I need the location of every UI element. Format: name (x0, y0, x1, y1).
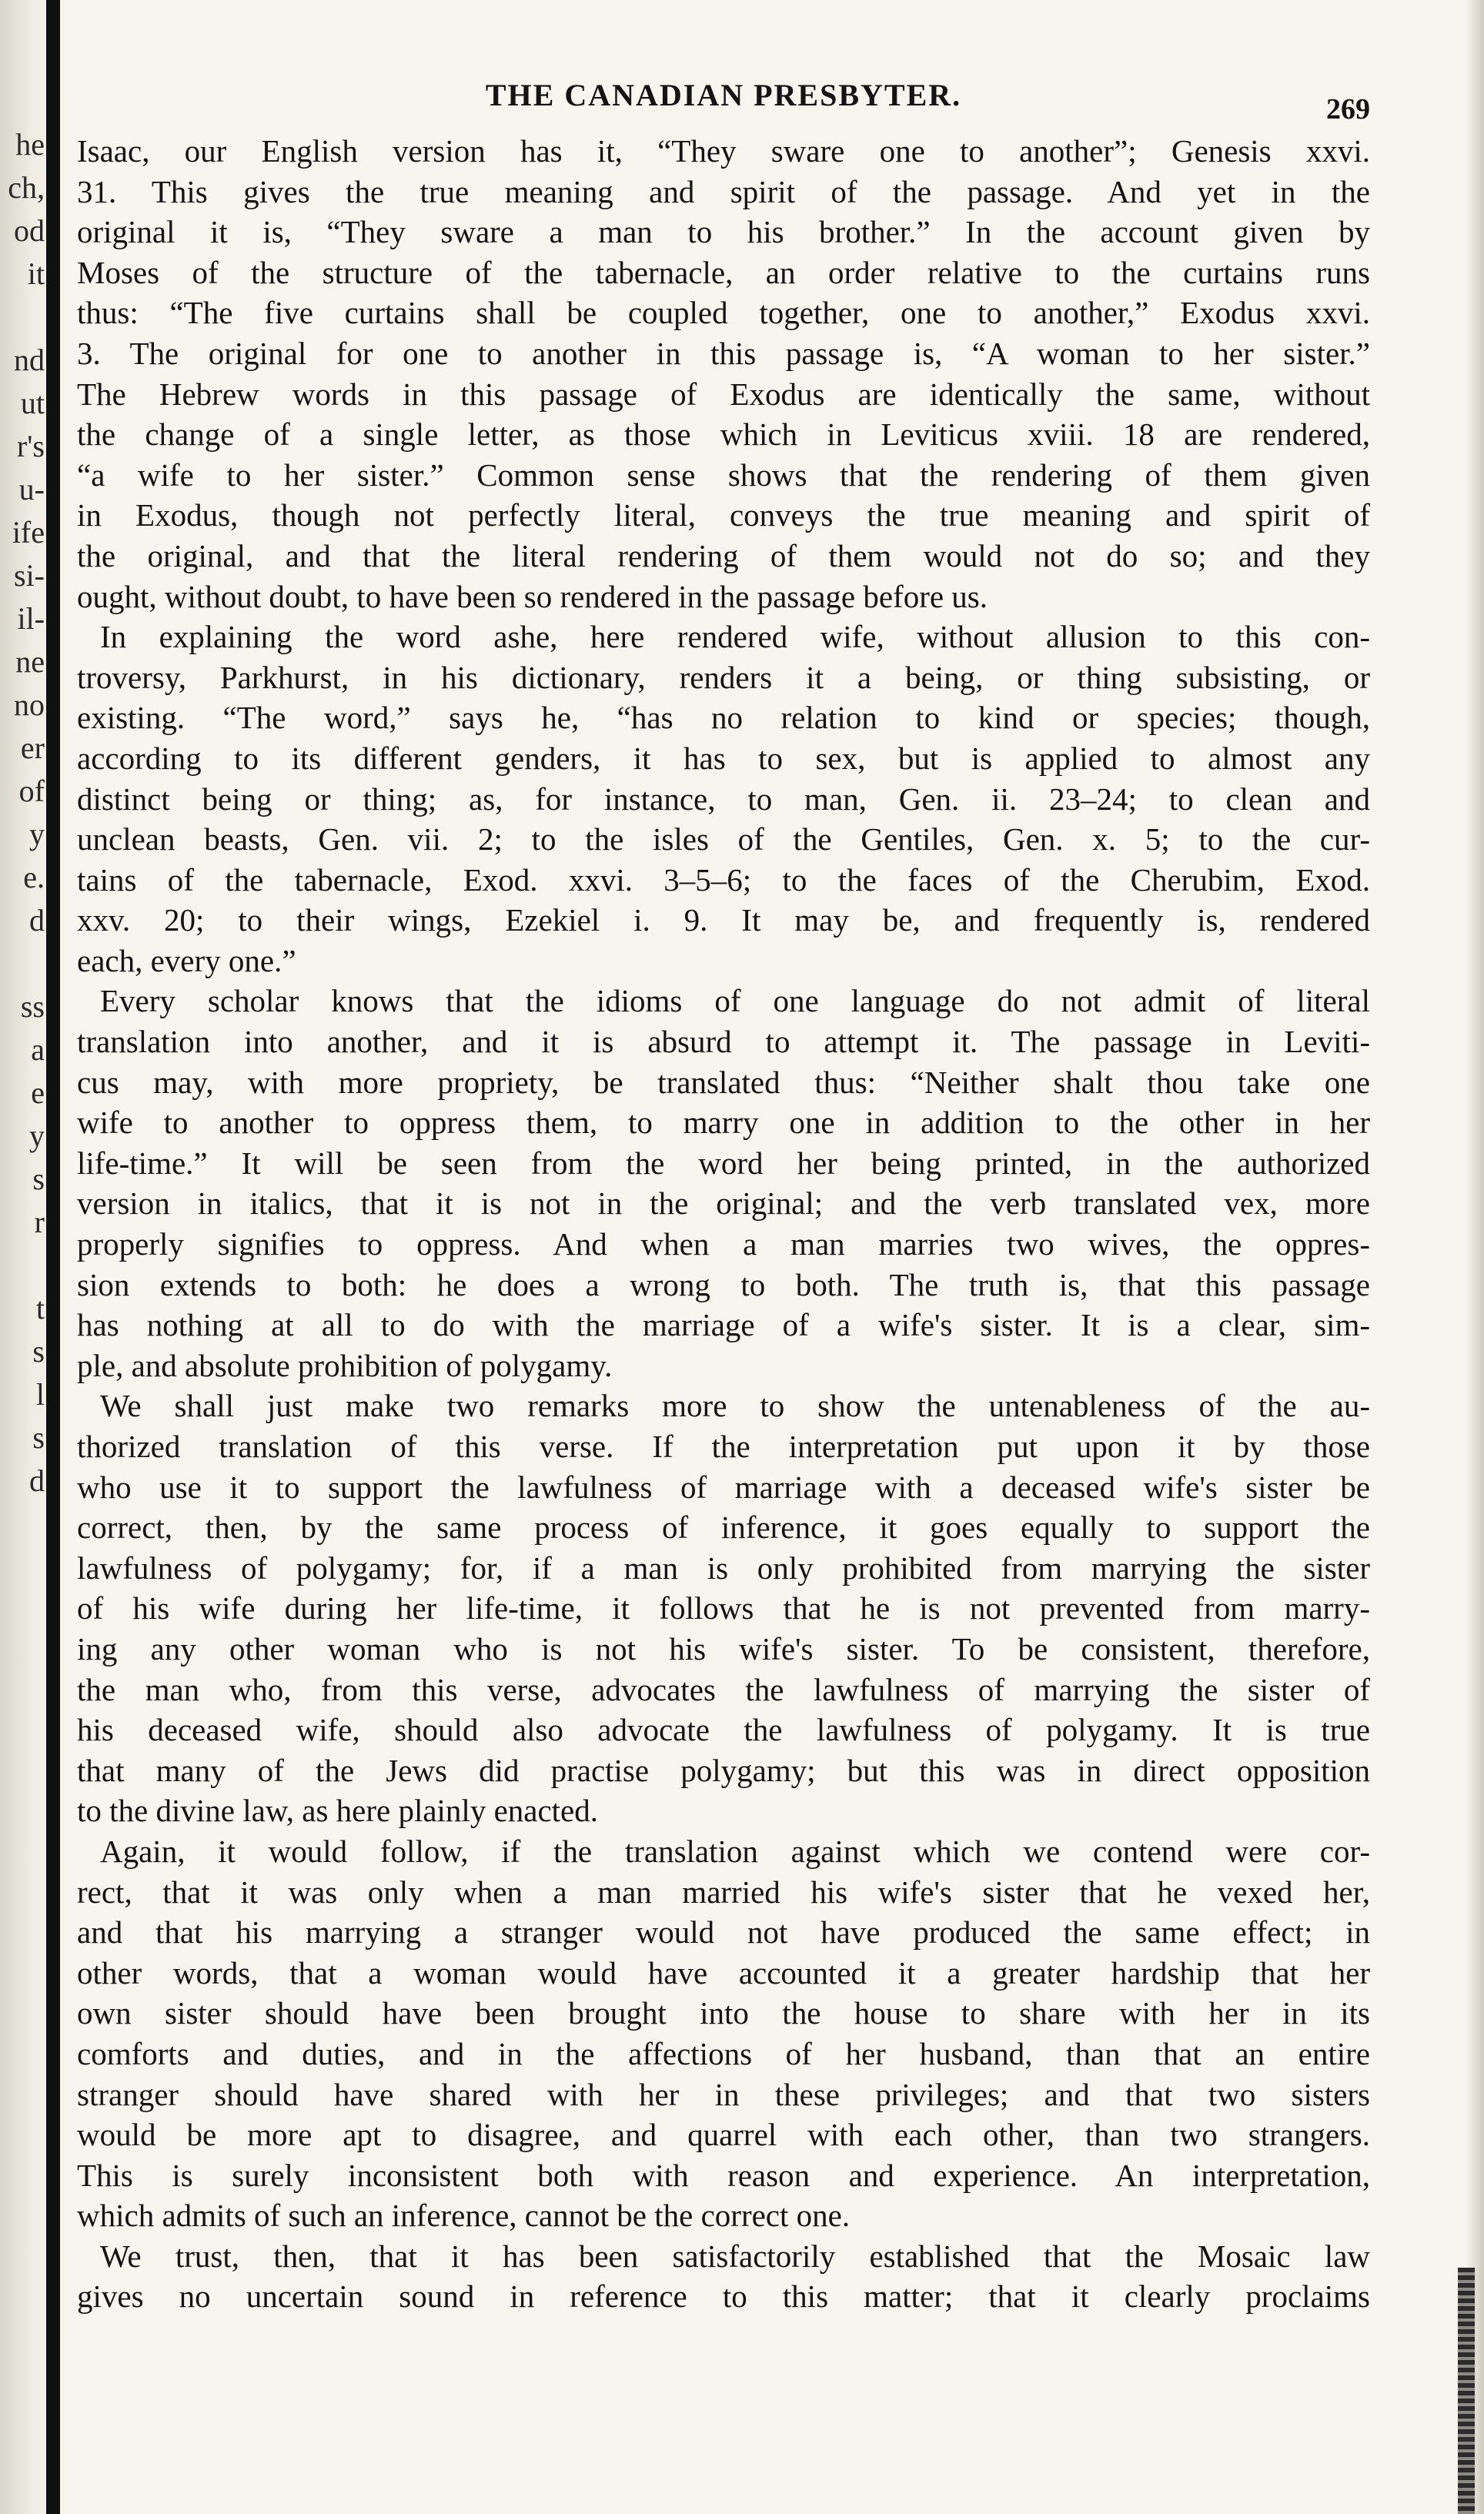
previous-page-margin-text (0, 123, 45, 1503)
text-line: existing. “The word,” says he, “has no relation to kind or species; though, (77, 700, 1370, 736)
text-line: 3. The original for one to another in this passage is, “A woman to her sister.” (77, 335, 1370, 371)
margin-fragment (0, 296, 45, 339)
margin-fragment (0, 942, 45, 985)
running-title: THE CANADIAN PRESBYTER. (485, 78, 962, 112)
margin-fragment: l (35, 1377, 45, 1412)
text-line: Every scholar knows that the idioms of one language do not admit of literal (100, 983, 1370, 1019)
body-text (77, 131, 1370, 2317)
text-line: stranger should have shared with her in these privileges; and that two sisters (77, 2076, 1370, 2112)
margin-fragment: ss (20, 989, 45, 1024)
text-line: his deceased wife, should also advocate the lawfulness of polygamy. It is true (77, 1712, 1370, 1748)
margin-fragment: od (14, 213, 45, 248)
text-line: the change of a single letter, as those which in Leviticus xviii. 18 are rendered, (77, 416, 1370, 453)
margin-fragment: u- (18, 472, 45, 506)
margin-fragment: no (14, 687, 45, 722)
text-line: “a wife to her sister.” Common sense shows that the rendering of them given (77, 456, 1370, 493)
margin-fragment: ch, (8, 170, 45, 205)
margin-fragment: y (29, 1118, 45, 1153)
page-edge-stack (1458, 2268, 1475, 2514)
page-edge (1466, 0, 1484, 2514)
margin-fragment: r (34, 1205, 45, 1239)
margin-fragment (0, 1244, 45, 1287)
text-line: would be more apt to disagree, and quarrel with each other, than two strangers. (77, 2117, 1370, 2153)
text-line: ing any other woman who is not his wife's sister. To be consistent, therefore, (77, 1630, 1370, 1667)
text-line: original it is, “They sware a man to his brother.” In the account given by (77, 214, 1370, 250)
margin-fragment: ife (12, 515, 45, 550)
text-line: properly signifies to oppress. And when a man marries two wives, the oppres- (77, 1226, 1370, 1262)
text-line: life-time.” It will be seen from the word her being printed, in the authorized (77, 1145, 1370, 1181)
margin-fragment: er (20, 730, 45, 765)
margin-fragment: of (18, 774, 45, 808)
text-line: In explaining the word ashe, here rendered wife, without allusion to this con- (100, 619, 1370, 655)
text-line: own sister should have been brought into the house to share with her in its (77, 1995, 1370, 2031)
text-line: other words, that a woman would have accounted it a greater hardship that her (77, 1954, 1370, 1991)
text-line: comforts and duties, and in the affections of her husband, than that an entire (77, 2035, 1370, 2071)
text-line: ought, without doubt, to have been so rendered in the passage before us. (77, 578, 988, 614)
text-line: correct, then, by the same process of inference, it goes equally to support the (77, 1509, 1370, 1546)
text-line: We trust, then, that it has been satisfactorily established that the Mosaic law (100, 2238, 1370, 2274)
text-line: Moses of the structure of the tabernacle, an order relative to the curtains runs (77, 254, 1370, 290)
margin-fragment: s (32, 1420, 45, 1455)
margin-fragment: ne (15, 644, 45, 679)
margin-fragment: e (31, 1075, 45, 1110)
text-line: unclean beasts, Gen. vii. 2; to the isles of the Gentiles, Gen. x. 5; to the cur- (77, 821, 1370, 858)
text-line: rect, that it was only when a man married his wife's sister that he vexed her, (77, 1874, 1370, 1910)
text-line: who use it to support the lawfulness of marriage with a deceased wife's sister be (77, 1469, 1370, 1505)
page (77, 62, 1370, 2317)
text-line: gives no uncertain sound in reference to this matter; that it clearly proclaims (77, 2278, 1370, 2315)
text-line: We shall just make two remarks more to show the untenableness of the au- (100, 1388, 1370, 1424)
margin-fragment: e. (23, 860, 45, 894)
text-line: version in italics, that it is not in the original; and the verb translated vex, more (77, 1185, 1370, 1222)
margin-fragment: d (29, 903, 45, 938)
text-line: The Hebrew words in this passage of Exodus are identically the same, without (77, 376, 1370, 412)
text-line: ple, and absolute prohibition of polygamy. (77, 1347, 613, 1383)
text-line: cus may, with more propriety, be translated thus: “Neither shalt thou take one (77, 1064, 1370, 1100)
text-line: Isaac, our English version has it, “They sware one to another”; Genesis xxvi. (77, 133, 1370, 169)
page-number: 269 (1326, 93, 1370, 125)
text-line: each, every one.” (77, 942, 296, 978)
text-line: tains of the tabernacle, Exod. xxvi. 3–5–6; to the faces of the Cherubim, Exod. (77, 861, 1370, 898)
margin-fragment: y (29, 817, 45, 851)
text-line: according to its different genders, it has to sex, but is applied to almost any (77, 740, 1370, 776)
text-line: the man who, from this verse, advocates the lawfulness of marrying the sister of (77, 1671, 1370, 1707)
margin-fragment: il- (17, 601, 45, 636)
text-line: distinct being or thing; as, for instance, to man, Gen. ii. 23–24; to clean and (77, 781, 1370, 817)
binding-rule (46, 0, 60, 2514)
margin-fragment: a (31, 1032, 45, 1067)
text-line: 31. This gives the true meaning and spirit of the passage. And yet in the (77, 173, 1370, 209)
running-head (77, 62, 1370, 131)
text-line: the original, and that the literal rendering of them would not do so; and they (77, 537, 1370, 573)
text-line: to the divine law, as here plainly enacted. (77, 1793, 599, 1829)
text-line: thorized translation of this verse. If the interpretation put upon it by those (77, 1429, 1370, 1464)
margin-fragment: d (29, 1463, 45, 1498)
text-line: of his wife during her life-time, it follows that he is not prevented from marry- (77, 1590, 1370, 1626)
margin-fragment: si- (14, 558, 45, 593)
margin-fragment: s (32, 1162, 45, 1196)
text-line: This is surely inconsistent both with reason and experience. An interpretation, (77, 2157, 1370, 2193)
text-line: in Exodus, though not perfectly literal, conveys the true meaning and spirit of (77, 497, 1370, 533)
text-line: Again, it would follow, if the translation against which we contend were cor- (100, 1833, 1370, 1869)
text-line: thus: “The five curtains shall be coupled together, one to another,” Exodus xxvi. (77, 295, 1370, 331)
text-line: that many of the Jews did practise polygamy; but this was in direct opposition (77, 1752, 1370, 1788)
text-line: has nothing at all to do with the marriage of a wife's sister. It is a clear, sim- (77, 1307, 1370, 1343)
margin-fragment: s (32, 1334, 45, 1369)
text-line: which admits of such an inference, cannot be the correct one. (77, 2198, 851, 2234)
margin-fragment: he (15, 127, 45, 162)
margin-fragment: ut (20, 386, 45, 420)
text-line: troversy, Parkhurst, in his dictionary, renders it a being, or thing subsisting, or (77, 659, 1370, 695)
text-line: sion extends to both: he does a wrong to both. The truth is, that this passage (77, 1266, 1370, 1302)
margin-fragment: it (27, 256, 45, 291)
text-line: xxv. 20; to their wings, Ezekiel i. 9. It may be, and frequently is, rendered (77, 902, 1370, 938)
text-line: lawfulness of polygamy; for, if a man is only prohibited from marrying the sister (77, 1550, 1370, 1586)
margin-fragment: t (35, 1291, 45, 1326)
text-line: wife to another to oppress them, to marry one in addition to the other in her (77, 1105, 1370, 1141)
text-line: and that his marrying a stranger would not have produced the same effect; in (77, 1914, 1370, 1951)
text-line: translation into another, and it is absurd to attempt it. The passage in Leviti- (77, 1024, 1370, 1060)
margin-fragment: nd (14, 343, 45, 377)
margin-fragment: r's (16, 429, 45, 463)
